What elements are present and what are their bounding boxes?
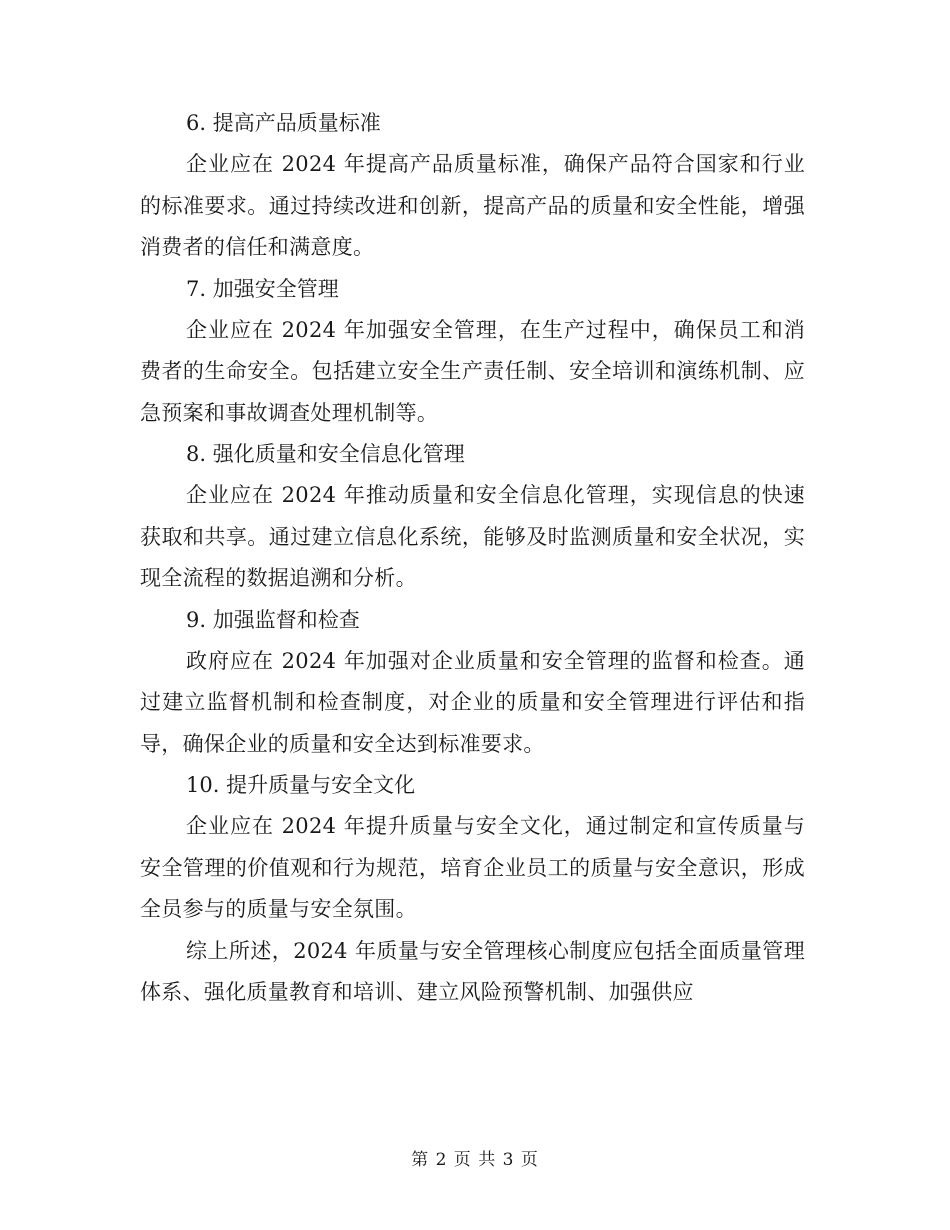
section-heading-6: 6. 提高产品质量标准 (186, 111, 381, 135)
section-heading-9: 9. 加强监督和检查 (186, 607, 360, 632)
section-heading-10: 10. 提升质量与安全文化 (186, 773, 416, 797)
section-paragraph-8: 企业应在 2024 年推动质量和安全信息化管理，实现信息的快速获取和共享。通过建立信息化系统，能够及时监测质量和安全状况，实现全流程的数据追溯和分析。 (140, 483, 805, 590)
section-paragraph-10: 企业应在 2024 年提升质量与安全文化，通过制定和宣传质量与安全管理的价值观和行为规范，培育企业员工的质量与安全意识，形成全员参与的质量与安全氛围。 (140, 814, 805, 921)
section-paragraph-7: 企业应在 2024 年加强安全管理，在生产过程中，确保员工和消费者的生命安全。包括建立安全生产责任制、安全培训和演练机制、应急预案和事故调查处理机制等。 (140, 317, 805, 425)
summary-paragraph: 综上所述，2024 年质量与安全管理核心制度应包括全面质量管理体系、强化质量教育和培训、建立风险预警机制、加强供应 (140, 938, 805, 1004)
section-paragraph-6: 企业应在 2024 年提高产品质量标准，确保产品符合国家和行业的标准要求。通过持续改进和创新，提高产品的质量和安全性能，增强消费者的信任和满意度。 (140, 152, 805, 259)
section-paragraph-9: 政府应在 2024 年加强对企业质量和安全管理的监督和检查。通过建立监督机制和检查制度，对企业的质量和安全管理进行评估和指导，确保企业的质量和安全达到标准要求。 (140, 648, 805, 756)
page-number-footer: 第 2 页 共 3 页 (411, 1150, 539, 1170)
section-heading-7: 7. 加强安全管理 (186, 276, 339, 301)
section-heading-8: 8. 强化质量和安全信息化管理 (186, 442, 465, 466)
document-body (140, 103, 805, 1014)
